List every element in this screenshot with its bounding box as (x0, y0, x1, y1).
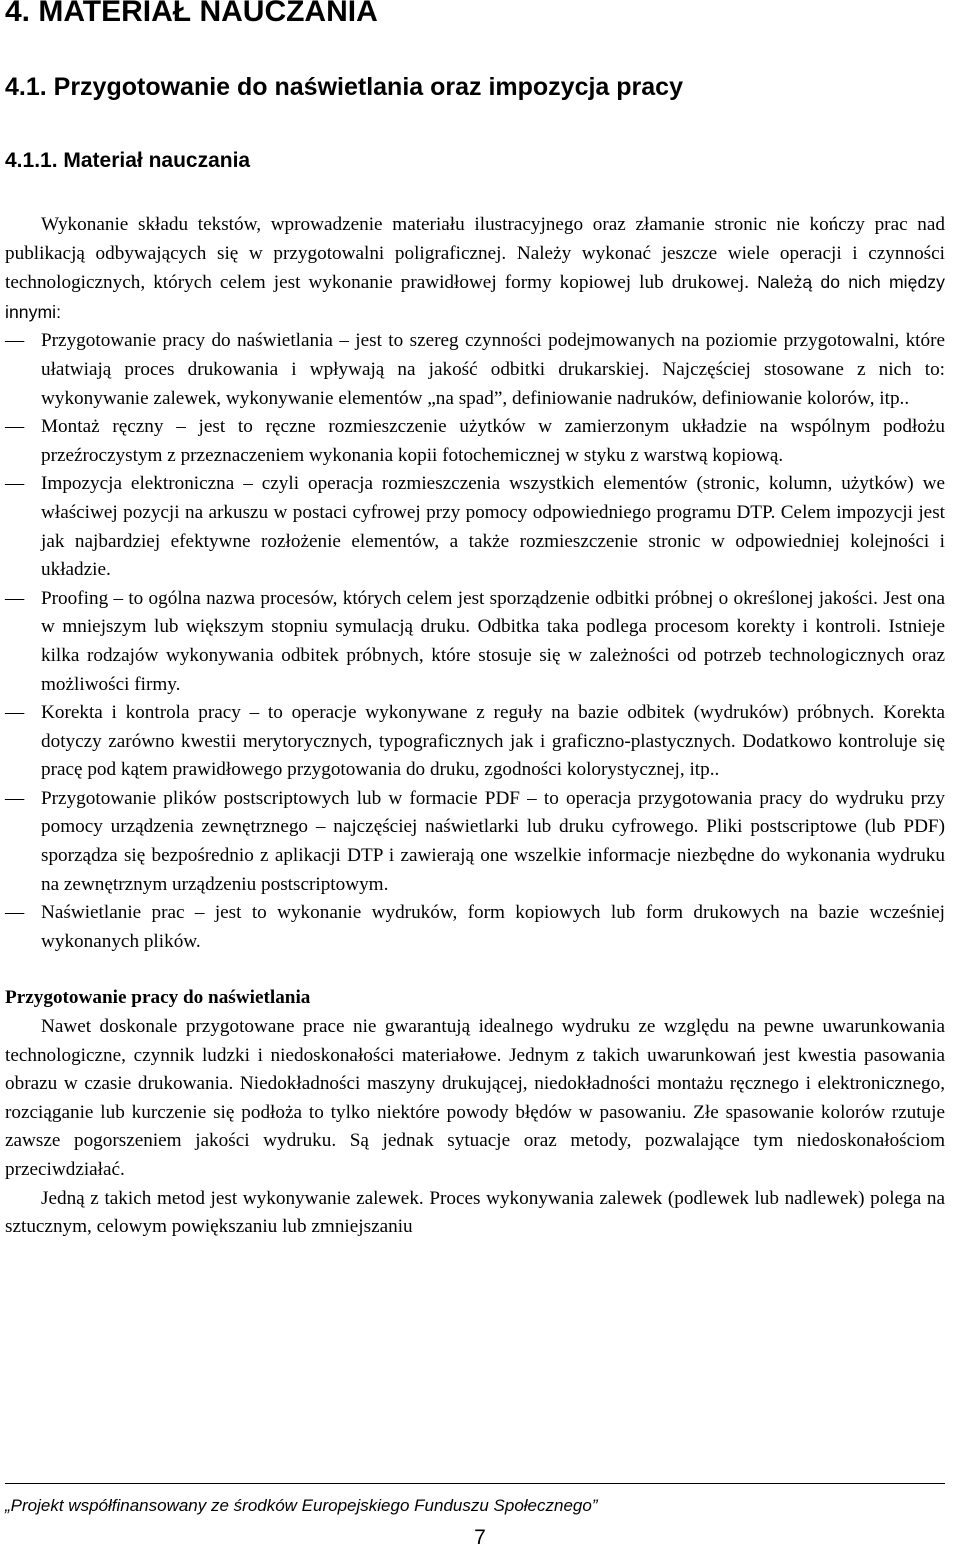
section-paragraph: Jedną z takich metod jest wykonywanie zalewek. Proces wykonywania zalewek (podlewek lub nadlewek) polega na sztucznym, celowym powiększaniu lub zmniejszaniu (5, 1187, 945, 1238)
list-item-text: Przygotowanie plików postscriptowych lub w formacie PDF – to operacja przygotowania pracy do wydruku przy pomocy urządzenia zewnętrznego – najczęściej naświetlarki lub druku cyfrowego. Pliki postscriptowe (lub PDF) sporządza się bezpośrednio z aplikacji DTP i zawierają one wszelkie informacje niezbędne do wykonania wydruku na zewnętrznym urządzeniu postscriptowym. (41, 787, 945, 895)
intro-text-part2: Należą do nich między innymi: (5, 272, 945, 322)
section-title: Przygotowanie pracy do naświetlania (5, 987, 311, 1009)
list-item (5, 585, 945, 699)
dash-bullet: — (5, 902, 25, 924)
dash-bullet: — (5, 416, 25, 438)
list-item-text: Naświetlanie prac – jest to wykonanie wydruków, form kopiowych lub form drukowych na bazie wcześniej wykonanych plików. (41, 902, 945, 952)
list-item (5, 413, 945, 470)
list-item (5, 470, 945, 584)
list-item-text: Przygotowanie pracy do naświetlania – jest to szereg czynności podejmowanych na poziomie przygotowalni, które ułatwiają proces drukowania i wpływają na jakość odbitki drukarskiej. Najczęściej stosowane z nich to: wykonywanie zalewek, wykonywanie elementów „na spad”, definiowanie nadruków, definiowanie kolorów, itp.. (41, 330, 945, 409)
list-item (5, 699, 945, 785)
footer-divider (5, 1483, 945, 1484)
list-item (5, 327, 945, 413)
section-heading: 4.1. Przygotowanie do naświetlania oraz impozycja pracy (5, 73, 683, 101)
list-item-text: Korekta i kontrola pracy – to operacje wykonywane z reguły na bazie odbitek (wydruków) próbnych. Korekta dotyczy zarówno kwestii merytorycznych, typograficznych jak i graficzno-plastycznych. Dodatkowo kontroluje się pracę pod kątem prawidłowego przygotowania do druku, zgodności kolorystycznej, itp.. (41, 702, 945, 781)
list-item (5, 899, 945, 956)
list-item-text: Proofing – to ogólna nazwa procesów, których celem jest sporządzenie odbitki próbnej o określonej jakości. Jest ona w mniejszym lub większym stopniu symulacją druku. Odbitka taka podlega procesom korekty i kontroli. Istnieje kilka rodzajów wykonywania odbitek próbnych, które stosuje się w zależności od potrzeb technologicznych oraz możliwości firmy. (41, 587, 945, 695)
intro-text-part1: Wykonanie składu tekstów, wprowadzenie materiału ilustracyjnego oraz złamanie stronic nie kończy prac nad publikacją odbywających się w przygotowalni poligraficznej. Należy wykonać jeszcze wiele operacji i czynności technologicznych, których celem jest wykonanie prawidłowej formy kopiowej lub drukowej. (5, 214, 945, 294)
dash-bullet: — (5, 702, 25, 724)
dash-bullet: — (5, 587, 25, 609)
list-item-text: Impozycja elektroniczna – czyli operacja rozmieszczenia wszystkich elementów (stronic, kolumn, użytków) we właściwej pozycji na arkuszu w postaci cyfrowej przy pomocy odpowiedniego programu DTP. Celem impozycji jest jak najbardziej efektywne rozłożenie elementów, a także rozmieszczenie stronic w odpowiedniej kolejności i układzie. (41, 473, 945, 581)
dash-bullet: — (5, 473, 25, 495)
section-paragraph: Nawet doskonale przygotowane prace nie gwarantują idealnego wydruku ze względu na pewne uwarunkowania technologiczne, czynnik ludzki i niedoskonałości materiałowe. Jednym z takich uwarunkowań jest kwestia pasowania obrazu w czasie drukowania. Niedokładności maszyny drukującej, niedokładności montażu ręcznego i elektronicznego, rozciąganie lub kurczenie się podłoża to tylko niektóre powody błędów w pasowaniu. Złe spasowanie kolorów rzutuje zawsze pogorszeniem jakości wydruku. Są jednak sytuacje oraz metody, pozwalające tym niedoskonałościom przeciwdziałać. (5, 1016, 945, 1180)
chapter-heading: 4. MATERIAŁ NAUCZANIA (5, 0, 378, 28)
page-number: 7 (474, 1526, 486, 1549)
document-body (5, 211, 945, 1242)
list-item (5, 785, 945, 899)
intro-paragraph (5, 211, 945, 327)
operations-list (5, 327, 945, 956)
dash-bullet: — (5, 787, 25, 809)
dash-bullet: — (5, 330, 25, 352)
footer-project-note: „Projekt współfinansowany ze środków Europejskiego Funduszu Społecznego” (5, 1496, 598, 1515)
list-item-text: Montaż ręczny – jest to ręczne rozmieszczenie użytków w zamierzonym układzie na wspólnym podłożu przeźroczystym z przeznaczeniem wykonania kopii fotochemicznej w styku z warstwą kopiową. (41, 416, 945, 466)
subsection-heading: 4.1.1. Materiał nauczania (5, 149, 251, 172)
